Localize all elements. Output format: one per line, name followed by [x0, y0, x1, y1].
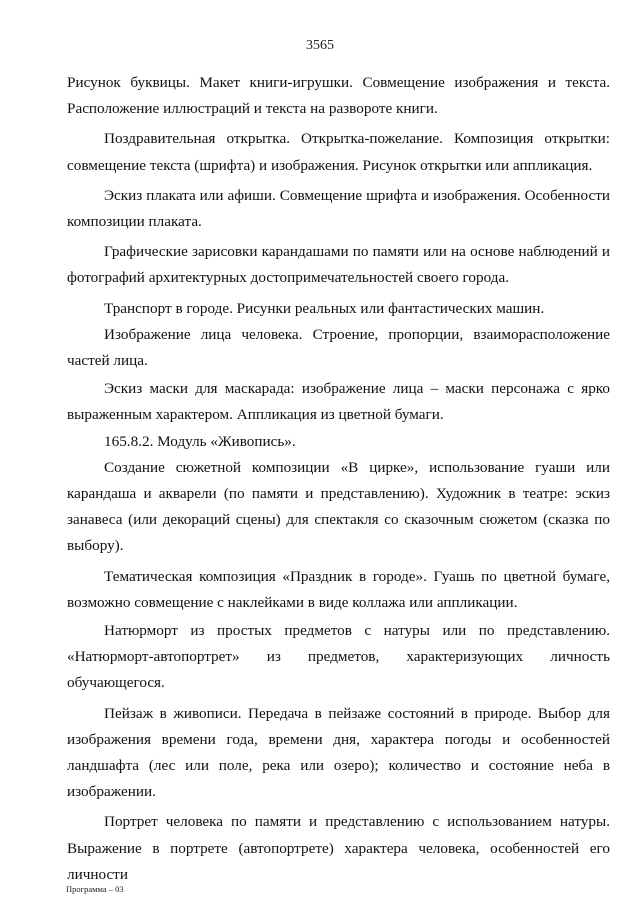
- paragraph: Натюрморт из простых предметов с натуры или по представлению. «Натюрморт-автопортрет» из предметов, характеризующих личность обучающегося.: [67, 622, 610, 692]
- paragraph: Изображение лица человека. Строение, пропорции, взаиморасположение частей лица.: [67, 325, 610, 370]
- page-number: 3565: [306, 38, 334, 53]
- paragraph: Рисунок буквицы. Макет книги-игрушки. Совмещение изображения и текста. Расположение иллюстраций и текста на развороте книги.: [67, 74, 610, 118]
- paragraph: Портрет человека по памяти и представлению с использованием натуры. Выражение в портрете (автопортрете) характера человека, особенностей его личности: [67, 813, 610, 883]
- paragraph: Эскиз маски для маскарада: изображение лица – маски персонажа с ярко выраженным характером. Аппликация из цветной бумаги.: [67, 380, 610, 424]
- paragraph: Пейзаж в живописи. Передача в пейзаже состояний в природе. Выбор для изображения времени года, времени дня, характера погоды и особенностей ландшафта (лес или поле, река или озеро); количество и состояние неба в изображении.: [67, 704, 610, 801]
- section-heading: 165.8.2. Модуль «Живопись».: [104, 432, 296, 450]
- paragraph: Транспорт в городе. Рисунки реальных или фантастических машин.: [104, 299, 545, 317]
- paragraph: Эскиз плаката или афиши. Совмещение шрифта и изображения. Особенности композиции плаката.: [67, 186, 610, 231]
- paragraph: Тематическая композиция «Праздник в городе». Гуашь по цветной бумаге, возможно совмещение с наклейками в виде коллажа или аппликации.: [67, 567, 610, 611]
- footer-label: Программа – 03: [66, 884, 124, 894]
- paragraph: Создание сюжетной композиции «В цирке», использование гуаши или карандаша и акварели (по памяти и представлению). Художник в театре: эскиз занавеса (или декораций сцены) для спектакля со сказочным сюжетом (сказка по выбору).: [67, 458, 610, 555]
- paragraph: Поздравительная открытка. Открытка-пожелание. Композиция открытки: совмещение текста (шрифта) и изображения. Рисунок открытки или аппликация.: [67, 130, 610, 174]
- paragraph: Графические зарисовки карандашами по памяти или на основе наблюдений и фотографий архитектурных достопримечательностей своего города.: [67, 243, 610, 287]
- body-text: [67, 70, 610, 888]
